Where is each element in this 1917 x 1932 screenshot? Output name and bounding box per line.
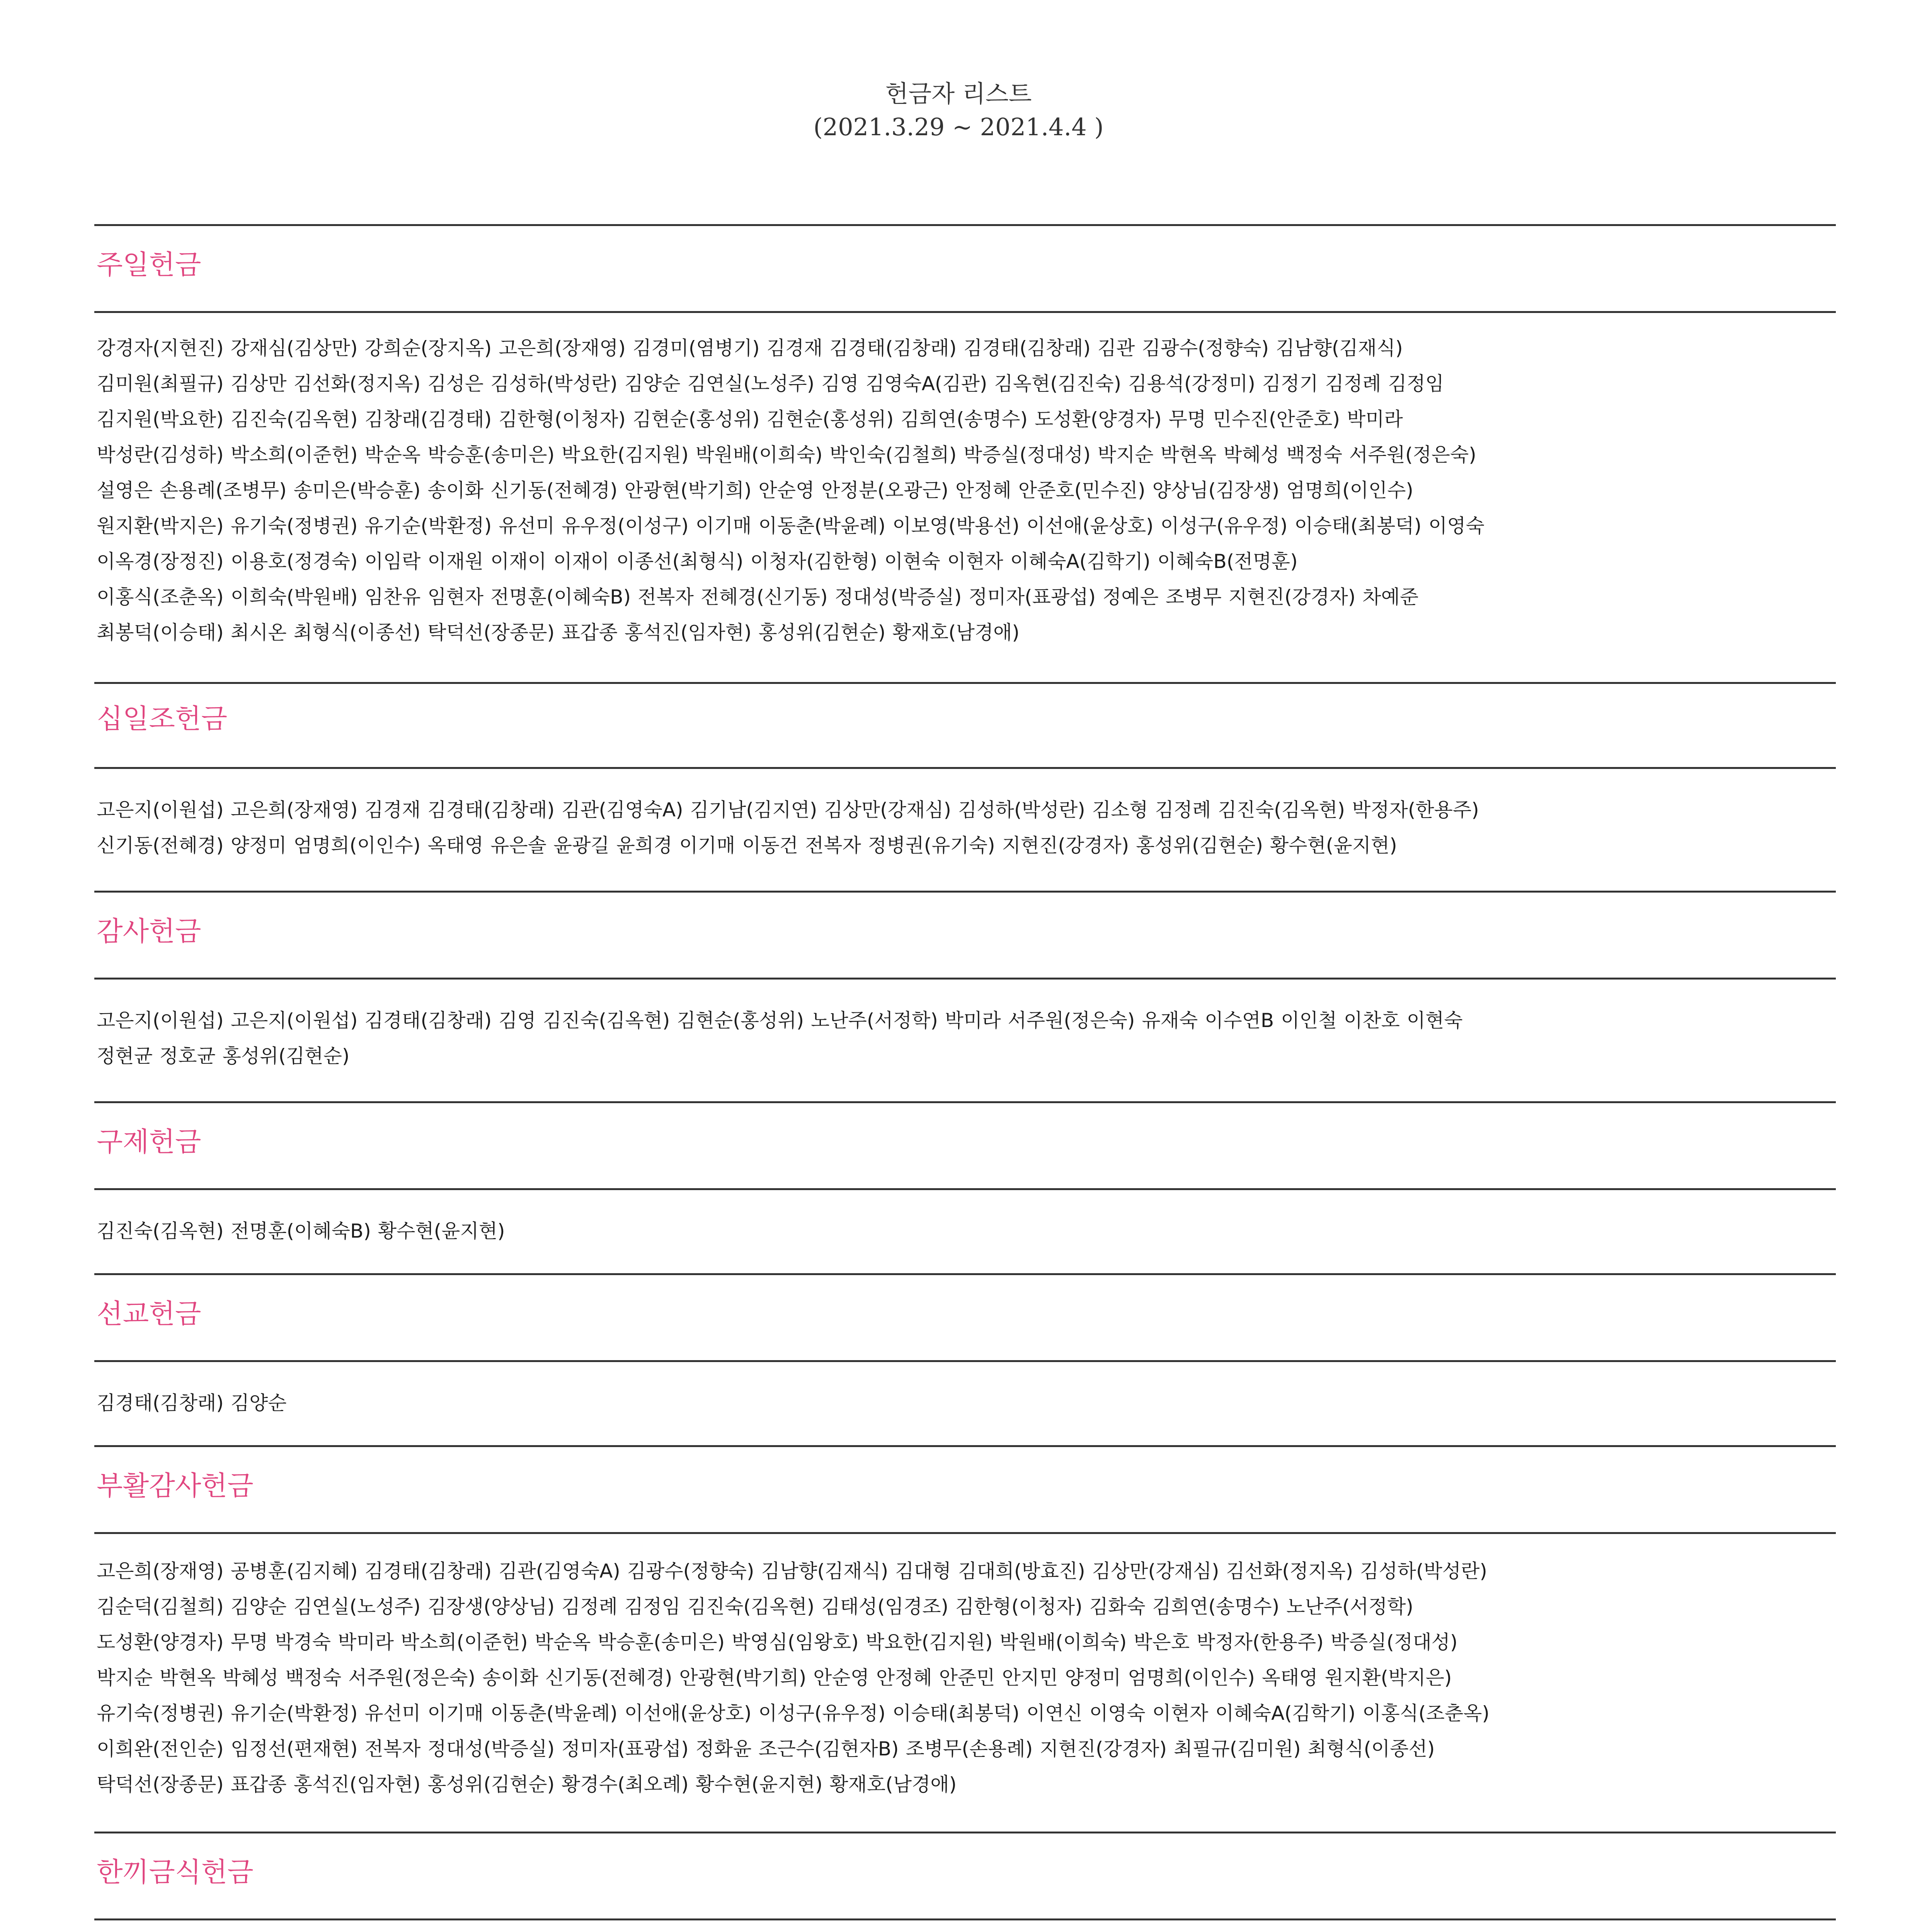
section-title-sunday: 주일헌금 <box>97 249 201 281</box>
divider <box>94 978 1836 980</box>
name-line: 김순덕(김철희) 김양순 김연실(노성주) 김장생(양상님) 김정례 김정임 김진숙(김옥현) 김태성(임경조) 김한형(이청자) 김화숙 김희연(송명수) 노난주(서정학) <box>97 1595 1413 1618</box>
divider <box>94 1918 1836 1920</box>
section-title-fasting: 한끼금식헌금 <box>97 1856 254 1888</box>
name-line: 탁덕선(장종문) 표갑종 홍석진(임자현) 홍성위(김현순) 황경수(최오례) 황수현(윤지현) 황재호(남경애) <box>97 1773 957 1796</box>
name-line: 박성란(김성하) 박소희(이준헌) 박순옥 박승훈(송미은) 박요한(김지원) 박원배(이희숙) 박인숙(김철희) 박증실(정대성) 박지순 박현옥 박혜성 백정숙 서주원(정은숙) <box>97 444 1476 466</box>
divider <box>94 1188 1836 1190</box>
name-line: 고은지(이원섭) 고은희(장재영) 김경재 김경태(김창래) 김관(김영숙A) 김기남(김지연) 김상만(강재심) 김성하(박성란) 김소형 김정례 김진숙(김옥현) 박정자(한용주) <box>97 799 1479 821</box>
page-header <box>0 77 1917 144</box>
name-line: 이옥경(장정진) 이용호(정경숙) 이임락 이재원 이재이 이재이 이종선(최형식) 이청자(김한형) 이현숙 이현자 이혜숙A(김학기) 이혜숙B(전명훈) <box>97 550 1298 573</box>
document-title: 헌금자 리스트 <box>885 80 1032 108</box>
name-line: 신기동(전혜경) 양정미 엄명희(이인수) 옥태영 유은솔 윤광길 윤희경 이기매 이동건 전복자 정병권(유기숙) 지현진(강경자) 홍성위(김현순) 황수현(윤지현) <box>97 834 1397 857</box>
name-line: 최봉덕(이승태) 최시온 최형식(이종선) 탁덕선(장종문) 표갑종 홍석진(임자현) 홍성위(김현순) 황재호(남경애) <box>97 621 1020 644</box>
section-title-mission: 선교헌금 <box>97 1298 201 1330</box>
name-line: 강경자(지현진) 강재심(김상만) 강희순(장지옥) 고은희(장재영) 김경미(염병기) 김경재 김경태(김창래) 김경태(김창래) 김관 김광수(정향숙) 김남향(김재식) <box>97 337 1403 359</box>
name-line: 정현균 정호균 홍성위(김현순) <box>97 1045 350 1067</box>
name-line: 김지원(박요한) 김진숙(김옥현) 김창래(김경태) 김한형(이청자) 김현순(홍성위) 김현순(홍성위) 김희연(송명수) 도성환(양경자) 무명 민수진(안준호) 박미라 <box>97 408 1403 430</box>
name-line: 김진숙(김옥현) 전명훈(이혜숙B) 황수현(윤지현) <box>97 1220 505 1242</box>
section-names-relief <box>97 1213 1844 1249</box>
divider <box>94 1832 1836 1833</box>
name-line: 원지환(박지은) 유기숙(정병권) 유기순(박환정) 유선미 유우정(이성구) 이기매 이동춘(박윤례) 이보영(박용선) 이선애(윤상호) 이성구(유우정) 이승태(최봉덕) 이영숙 <box>97 515 1485 537</box>
section-names-sunday <box>97 330 1844 650</box>
divider <box>94 224 1836 226</box>
section-names-mission <box>97 1385 1844 1421</box>
section-names-tithe <box>97 792 1844 863</box>
divider <box>94 311 1836 313</box>
section-title-easter: 부활감사헌금 <box>97 1470 254 1502</box>
divider <box>94 767 1836 769</box>
name-line: 고은지(이원섭) 고은지(이원섭) 김경태(김창래) 김영 김진숙(김옥현) 김현순(홍성위) 노난주(서정학) 박미라 서주원(정은숙) 유재숙 이수연B 이인철 이찬호 이현숙 <box>97 1009 1463 1032</box>
name-line: 김미원(최필규) 김상만 김선화(정지옥) 김성은 김성하(박성란) 김양순 김연실(노성주) 김영 김영숙A(김관) 김옥현(김진숙) 김용석(강정미) 김정기 김정례 김정임 <box>97 372 1444 395</box>
divider <box>94 1273 1836 1275</box>
divider <box>94 891 1836 893</box>
section-names-thanksgiving <box>97 1003 1844 1074</box>
section-title-thanksgiving: 감사헌금 <box>97 915 201 947</box>
name-line: 이홍식(조춘옥) 이희숙(박원배) 임찬유 임현자 전명훈(이혜숙B) 전복자 전혜경(신기동) 정대성(박증실) 정미자(표광섭) 정예은 조병무 지현진(강경자) 차예준 <box>97 586 1419 608</box>
section-title-tithe: 십일조헌금 <box>97 703 228 735</box>
divider <box>94 1445 1836 1447</box>
name-line: 고은희(장재영) 공병훈(김지혜) 김경태(김창래) 김관(김영숙A) 김광수(정향숙) 김남향(김재식) 김대형 김대희(방효진) 김상만(강재심) 김선화(정지옥) 김성하(박성란) <box>97 1560 1487 1582</box>
divider <box>94 1360 1836 1362</box>
divider <box>94 682 1836 684</box>
section-title-relief: 구제헌금 <box>97 1126 201 1158</box>
name-line: 김경태(김창래) 김양순 <box>97 1392 287 1414</box>
name-line: 도성환(양경자) 무명 박경숙 박미라 박소희(이준헌) 박순옥 박승훈(송미은) 박영심(임왕호) 박요한(김지원) 박원배(이희숙) 박은호 박정자(한용주) 박증실(정대성) <box>97 1631 1458 1653</box>
date-range: (2021.3.29 ~ 2021.4.4 ) <box>813 113 1104 141</box>
name-line: 설영은 손용례(조병무) 송미은(박승훈) 송이화 신기동(전혜경) 안광현(박기희) 안순영 안정분(오광근) 안정혜 안준호(민수진) 양상님(김장생) 엄명희(이인수) <box>97 479 1413 502</box>
divider <box>94 1532 1836 1534</box>
name-line: 유기숙(정병권) 유기순(박환정) 유선미 이기매 이동춘(박윤례) 이선애(윤상호) 이성구(유우정) 이승태(최봉덕) 이연신 이영숙 이현자 이혜숙A(김학기) 이홍식(조춘옥) <box>97 1702 1490 1725</box>
section-names-easter <box>97 1553 1844 1802</box>
name-line: 박지순 박현옥 박혜성 백정숙 서주원(정은숙) 송이화 신기동(전혜경) 안광현(박기희) 안순영 안정혜 안준민 안지민 양정미 엄명희(이인수) 옥태영 원지환(박지은) <box>97 1667 1452 1689</box>
divider <box>94 1101 1836 1103</box>
name-line: 이희완(전인순) 임정선(편재현) 전복자 정대성(박증실) 정미자(표광섭) 정화윤 조근수(김현자B) 조병무(손용례) 지현진(강경자) 최필규(김미원) 최형식(이종선) <box>97 1738 1435 1760</box>
